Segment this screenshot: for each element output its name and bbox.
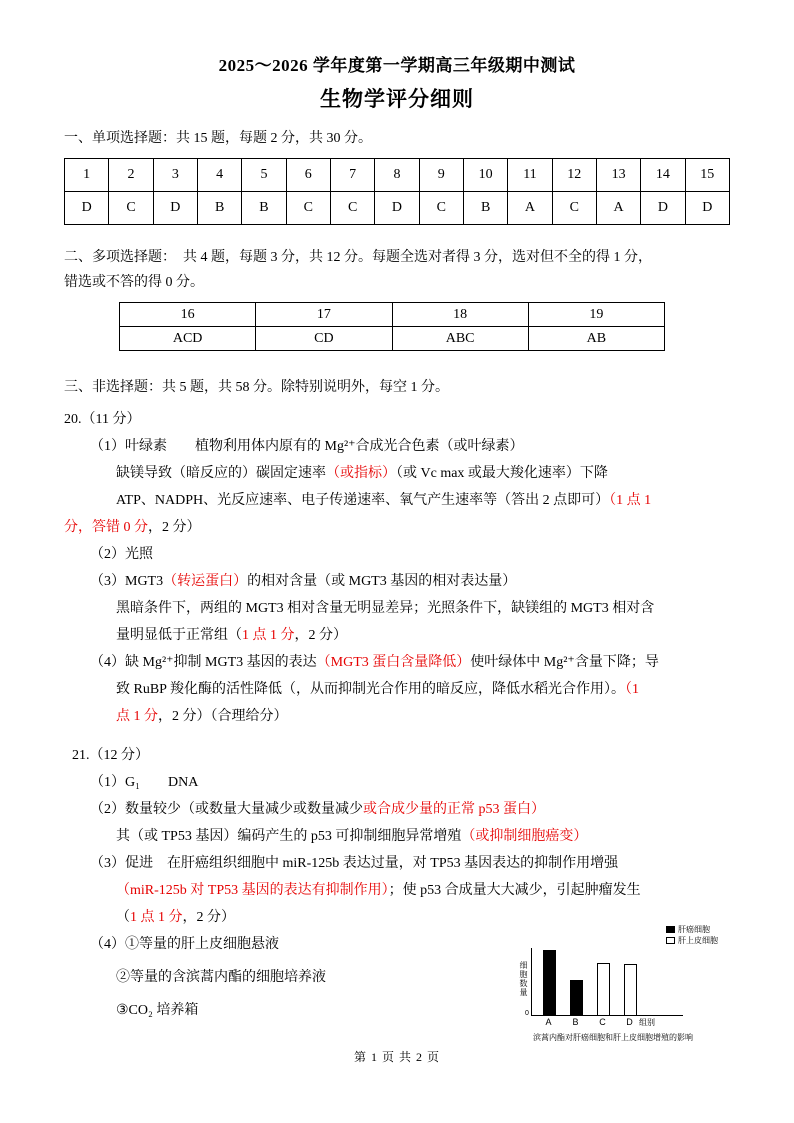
table-cell: B	[242, 192, 286, 225]
chart-y-axis-label: 细胞数量	[519, 961, 528, 997]
question-number-row	[65, 159, 730, 192]
text-segment: （1）G₁ DNA	[90, 775, 199, 790]
table-cell: 13	[596, 159, 640, 192]
text-segment: 黑暗条件下，两组的 MGT3 相对含量无明显差异；光照条件下，缺镁组的 MGT3 相对含	[116, 601, 655, 616]
text-segment: （	[116, 910, 130, 925]
text-segment: （2）光照	[90, 547, 153, 562]
text-segment: （或指标）	[326, 466, 396, 481]
legend-item-cancer	[666, 924, 718, 935]
x-tick-D: D	[626, 1017, 633, 1027]
text-segment: 量明显低于正常组（	[116, 628, 242, 643]
table-cell: D	[65, 192, 109, 225]
text-segment: （3）促进 在肝癌组织细胞中 miR-125b 表达过量，对 TP53 基因表达的抑制作用增强	[90, 856, 619, 871]
table-cell: C	[286, 192, 330, 225]
table-cell: 5	[242, 159, 286, 192]
x-tick-A: A	[545, 1017, 552, 1027]
chart-plot-wrap	[518, 948, 718, 1028]
answer-row	[65, 192, 730, 225]
text-segment: ③CO₂ 培养箱	[116, 1003, 199, 1018]
table-cell: 14	[641, 159, 685, 192]
chart-plot-area	[531, 948, 683, 1016]
table-cell: A	[596, 192, 640, 225]
table-cell: A	[508, 192, 552, 225]
section2-heading-line1: 二、多项选择题： 共 4 题，每题 3 分，共 12 分。每题全选对者得 3 分，选对但不全的得 1 分，	[64, 250, 652, 265]
section3-heading: 三、非选择题：共 5 题，共 58 分。除特别说明外，每空 1 分。	[64, 380, 449, 395]
table-cell: B	[197, 192, 241, 225]
text-segment: 1 点 1 分	[130, 910, 183, 925]
bar-A	[543, 950, 556, 1015]
answer-line	[90, 769, 730, 796]
x-tick-C: C	[599, 1017, 606, 1027]
question-20-number	[64, 406, 730, 433]
answer-line	[90, 568, 730, 595]
legend-label: 肝上皮细胞	[678, 936, 718, 945]
section2-heading-line2: 错选或不答的得 0 分。	[64, 275, 204, 290]
answer-line	[116, 877, 730, 904]
answer-line	[90, 649, 730, 676]
chart-x-labels	[542, 1017, 636, 1027]
table-cell: 8	[375, 159, 419, 192]
question-number-row	[120, 303, 665, 327]
text-segment: （3）MGT3	[90, 574, 164, 589]
text-segment: 分，答错 0 分	[64, 520, 148, 535]
table-cell: 15	[685, 159, 729, 192]
text-segment: （4）①等量的肝上皮细胞悬液	[90, 937, 279, 952]
answer-line	[64, 514, 730, 541]
table-cell: 10	[463, 159, 507, 192]
text-segment: 或合成少量的正常 p53 蛋白）	[363, 802, 545, 817]
question-20-answers	[64, 406, 730, 730]
chart-plot-column	[525, 948, 683, 1028]
text-segment: 致 RuBP 羧化酶的活性降低（，从而抑制光合作用的暗反应，降低水稻光合作用）。	[116, 682, 625, 697]
table-cell: C	[109, 192, 153, 225]
table-cell: D	[153, 192, 197, 225]
legend-item-epithelial	[666, 935, 718, 946]
answer-line	[116, 676, 730, 703]
answer-line	[116, 595, 730, 622]
answer-line	[90, 541, 730, 568]
text-segment: （2）数量较少（或数量大量减少或数量减少	[90, 802, 363, 817]
text-segment: 缺镁导致（暗反应的）碳固定速率	[116, 466, 326, 481]
text-segment: 的相对含量（或 MGT3 基因的相对表达量）	[247, 574, 517, 589]
question-21-number	[72, 742, 730, 769]
text-segment: （4）缺 Mg²⁺抑制 MGT3 基因的表达	[90, 655, 317, 670]
text-segment: ；使 p53 合成量大大减少，引起肿瘤发生	[388, 883, 641, 898]
table-cell: 4	[197, 159, 241, 192]
table-cell: 12	[552, 159, 596, 192]
text-segment: 其（或 TP53 基因）编码产生的 p53 可抑制细胞异常增殖	[116, 829, 462, 844]
table-cell: B	[463, 192, 507, 225]
table-cell: 3	[153, 159, 197, 192]
answer-line	[90, 850, 730, 877]
legend-label: 肝癌细胞	[678, 925, 710, 934]
text-segment: （转运蛋白）	[163, 574, 248, 589]
chart-x-axis	[531, 1017, 683, 1028]
text-segment: （miR-125b 对 TP53 基因的表达有抑制作用）	[116, 883, 389, 898]
table-cell: 2	[109, 159, 153, 192]
cell-proliferation-chart	[518, 924, 718, 1043]
answer-line	[116, 460, 730, 487]
section1-heading: 一、单项选择题：共 15 题，每题 2 分，共 30 分。	[64, 131, 372, 146]
text-segment: 20.（11 分）	[64, 412, 141, 427]
legend-swatch-filled	[666, 926, 675, 933]
table-cell: 18	[392, 303, 528, 327]
text-segment: （或抑制细胞癌变）	[461, 829, 588, 844]
text-segment: 21.（12 分）	[72, 748, 149, 763]
table-cell: D	[641, 192, 685, 225]
page-footer: 第 1 页 共 2 页	[353, 1050, 440, 1064]
table-cell: AB	[528, 327, 664, 351]
text-segment: 1 点 1 分	[242, 628, 295, 643]
text-segment: （1	[624, 682, 639, 697]
answer-line	[116, 622, 730, 649]
bar-B	[570, 980, 583, 1015]
multi-choice-answer-table	[119, 302, 665, 351]
chart-legend	[666, 924, 718, 946]
table-cell: C	[552, 192, 596, 225]
legend-swatch-hollow	[666, 937, 675, 944]
table-cell: 6	[286, 159, 330, 192]
table-cell: D	[375, 192, 419, 225]
exam-title: 2025～2026 学年度第一学期高三年级期中测试	[218, 56, 576, 75]
table-cell: 19	[528, 303, 664, 327]
answer-line	[116, 823, 730, 850]
table-cell: 11	[508, 159, 552, 192]
text-segment: （1 点 1	[609, 493, 652, 508]
bar-C	[597, 963, 610, 1015]
text-segment: （或 Vc max 或最大羧化速率）下降	[396, 466, 608, 481]
text-segment: （MGT3 蛋白含量降低）	[316, 655, 471, 670]
chart-caption: 滨蒿内酯对肝癌细胞和肝上皮细胞增殖的影响	[533, 1033, 693, 1042]
table-cell: ABC	[392, 327, 528, 351]
text-segment: 点 1 分	[116, 709, 158, 724]
text-segment: ，2 分）（合理给分）	[158, 709, 288, 724]
table-cell: 16	[120, 303, 256, 327]
bar-D	[624, 964, 637, 1015]
answer-line	[90, 433, 730, 460]
table-cell: 1	[65, 159, 109, 192]
single-choice-answer-table	[64, 158, 730, 225]
chart-x-axis-label: 组别	[639, 1018, 655, 1027]
chart-origin-tick: 0	[525, 1010, 529, 1017]
text-segment: （1）叶绿素 植物利用体内原有的 Mg²⁺合成光合色素（或叶绿素）	[90, 439, 524, 454]
rubric-title: 生物学评分细则	[320, 87, 474, 111]
x-tick-B: B	[572, 1017, 579, 1027]
answer-line	[90, 796, 730, 823]
table-cell: ACD	[120, 327, 256, 351]
table-cell: CD	[256, 327, 392, 351]
text-segment: ，2 分）	[148, 520, 201, 535]
answer-line	[116, 487, 730, 514]
answer-line	[116, 703, 730, 730]
text-segment: ，2 分）	[294, 628, 347, 643]
chart-bars	[532, 948, 637, 1015]
table-cell: 7	[330, 159, 374, 192]
text-segment: ATP、NADPH、光反应速率、电子传递速率、氧气产生速率等（答出 2 点即可）	[116, 493, 610, 508]
table-cell: D	[685, 192, 729, 225]
table-cell: C	[330, 192, 374, 225]
text-segment: ，2 分）	[182, 910, 235, 925]
text-segment: ②等量的含滨蒿内酯的细胞培养液	[116, 970, 326, 985]
table-cell: 9	[419, 159, 463, 192]
table-cell: 17	[256, 303, 392, 327]
text-segment: 使叶绿体中 Mg²⁺含量下降；导	[470, 655, 659, 670]
table-cell: C	[419, 192, 463, 225]
answer-row	[120, 327, 665, 351]
